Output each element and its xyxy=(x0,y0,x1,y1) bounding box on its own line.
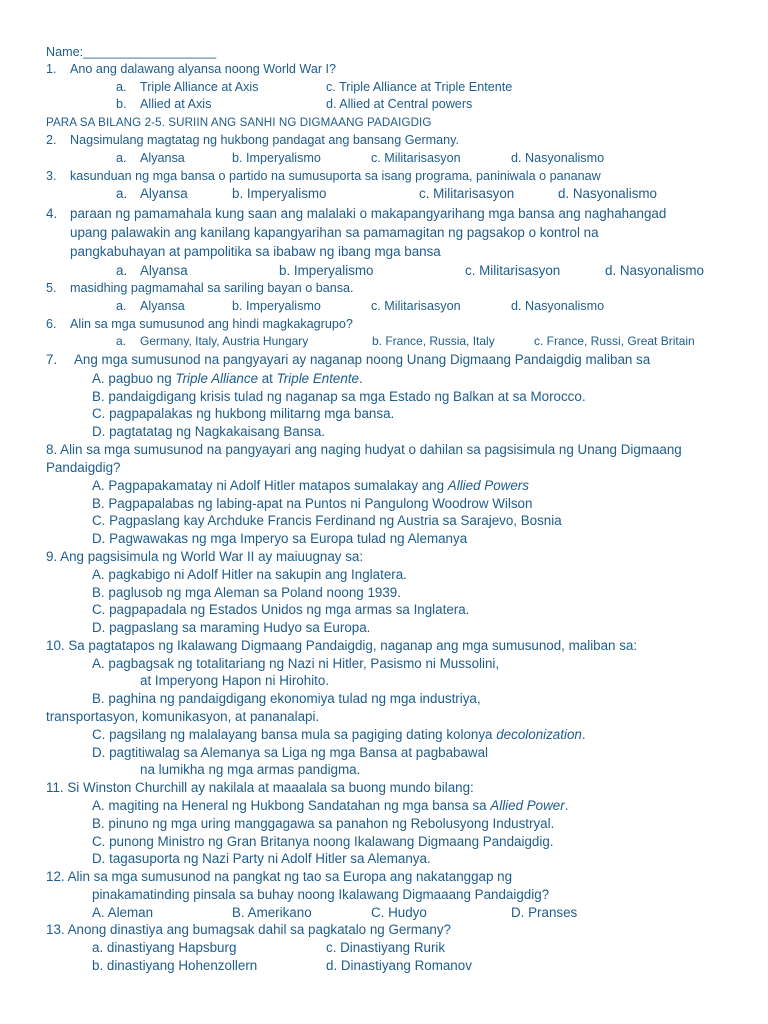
choice-b: Allied at Axis xyxy=(140,97,212,111)
question-number: 1. xyxy=(46,62,57,76)
choice-b: b. Imperyalismo xyxy=(232,299,321,313)
choice-a-letter: a. xyxy=(116,80,127,94)
choice-c: c. Dinastiyang Rurik xyxy=(326,940,446,955)
choice-c: c. Militarisasyon xyxy=(465,263,561,278)
q7-choice-c: C. pagpapalakas ng hukbong militarng mga bansa. xyxy=(92,406,395,421)
q9-choice-d: D. pagpaslang sa maraming Hudyo sa Europa. xyxy=(92,620,371,635)
question-text: Ang mga sumusunod na pangyayari ay naganap noong Unang Digmaang Pandaigdig maliban sa xyxy=(74,352,651,367)
choice-b: b. Imperyalismo xyxy=(279,263,374,278)
question-10: 10. Sa pagtatapos ng Ikalawang Digmaang Pandaigdig, naganap ang mga sumusunod, maliban sa: xyxy=(46,638,638,653)
choice-a-letter: a. xyxy=(116,334,127,348)
choice-italic: Allied Powers xyxy=(447,478,529,493)
q10-choice-a: A. pagbagsak ng totalitariang ng Nazi ni Hitler, Pasismo ni Mussolini, xyxy=(92,656,500,671)
q10-choice-b-line-2: transportasyon, komunikasyon, at pananalapi. xyxy=(46,709,320,724)
q11-choice-b: B. pinuno ng mga uring manggagawa sa panahon ng Rebolusyong Industryal. xyxy=(92,816,555,831)
choice-a-letter: a. xyxy=(116,151,127,165)
choice-a: Triple Alliance at Axis xyxy=(140,80,259,94)
question-12: 12. Alin sa mga sumusunod na pangkat ng tao sa Europa ang nakatanggap ng xyxy=(46,869,513,884)
choice-d: D. Pranses xyxy=(511,905,578,920)
choice-text: A. magiting na Heneral ng Hukbong Sandatahan ng mga bansa sa xyxy=(92,798,491,813)
question-13: 13. Anong dinastiya ang bumagsak dahil sa pagkatalo ng Germany? xyxy=(46,922,451,937)
choice-text: . xyxy=(564,798,569,813)
choice-italic: Triple Alliance xyxy=(175,371,259,386)
name-blank: ___________________ xyxy=(83,45,217,59)
q9-choice-a: A. pagkabigo ni Adolf Hitler na sakupin ang Inglatera. xyxy=(92,567,407,582)
q10-choice-c xyxy=(92,727,586,743)
choice-d: d. Allied at Central powers xyxy=(326,97,473,111)
choice-a: A. Aleman xyxy=(92,905,154,920)
question-text: masidhing pagmamahal sa sariling bayan o bansa. xyxy=(70,281,354,295)
choice-italic: Triple Entente xyxy=(276,371,359,386)
choice-b-letter: b. xyxy=(116,97,127,111)
q10-choice-b: B. paghina ng pandaigdigang ekonomiya tulad ng mga industriya, xyxy=(92,691,481,706)
choice-a: Alyansa xyxy=(140,151,185,165)
q8-choice-b: B. Pagpapalabas ng labing-apat na Puntos ni Pangulong Woodrow Wilson xyxy=(92,496,533,511)
choice-c: c. Triple Alliance at Triple Entente xyxy=(326,80,513,94)
q11-choice-a xyxy=(92,798,568,814)
q10-choice-d-line-2: na lumikha ng mga armas pandigma. xyxy=(140,762,361,777)
question-4-line-2: upang palawakin ang kanilang kapangyarihan sa pamamagitan ng pagsakop o kontrol na xyxy=(70,225,599,240)
choice-a: a. dinastiyang Hapsburg xyxy=(92,940,237,955)
q10-choice-a-line-2: at Imperyong Hapon ni Hirohito. xyxy=(140,673,330,688)
q8-choice-a xyxy=(92,478,529,494)
question-12-line-2: pinakamatinding pinsala sa buhay noong Ikalawang Digmaaang Pandaigdig? xyxy=(92,887,550,902)
question-8: 8. Alin sa mga sumusunod na pangyayari ang naging hudyat o dahilan sa pagsisimula ng Unang Digmaang xyxy=(46,442,682,457)
question-9: 9. Ang pagsisimula ng World War II ay maiuugnay sa: xyxy=(46,549,364,564)
question-number: 2. xyxy=(46,133,57,147)
choice-c: C. Hudyo xyxy=(371,905,427,920)
choice-text: A. Pagpapakamatay ni Adolf Hitler matapos sumalakay ang xyxy=(92,478,448,493)
choice-d: d. Nasyonalismo xyxy=(511,299,605,313)
choice-d: d. Nasyonalismo xyxy=(511,151,605,165)
question-number: 6. xyxy=(46,317,57,331)
q10-choice-d: D. pagtitiwalag sa Alemanya sa Liga ng mga Bansa at pagbabawal xyxy=(92,745,489,760)
choice-a: Alyansa xyxy=(140,186,188,201)
question-text: Nagsimulang magtatag ng hukbong pandagat ang bansang Germany. xyxy=(70,133,460,147)
q7-choice-b: B. pandaigdigang krisis tulad ng naganap sa mga Estado ng Balkan at sa Morocco. xyxy=(92,389,586,404)
q9-choice-c: C. pagpapadala ng Estados Unidos ng mga armas sa Inglatera. xyxy=(92,602,470,617)
question-8-line-2: Pandaigdig? xyxy=(46,460,121,475)
choice-a: Germany, Italy, Austria Hungary xyxy=(140,334,309,348)
choice-a: Alyansa xyxy=(140,263,188,278)
choice-c: c. France, Russi, Great Britain xyxy=(534,334,695,348)
choice-italic: decolonization xyxy=(496,727,582,742)
question-text: Alin sa mga sumusunod ang hindi magkakagrupo? xyxy=(70,317,353,331)
choice-text: A. pagbuo ng xyxy=(92,371,176,386)
choice-text: . xyxy=(359,371,363,386)
choice-b: b. Imperyalismo xyxy=(232,151,321,165)
question-number: 3. xyxy=(46,169,57,183)
choice-italic: Allied Power xyxy=(490,798,565,813)
question-text: Ano ang dalawang alyansa noong World War I? xyxy=(70,62,337,76)
name-label: Name: xyxy=(46,45,84,59)
question-11: 11. Si Winston Churchill ay nakilala at maaalala sa buong mundo bilang: xyxy=(46,780,474,795)
choice-c: c. Militarisasyon xyxy=(371,299,461,313)
question-text: kasunduan ng mga bansa o partido na sumusuporta sa isang programa, paniniwala o pananaw xyxy=(70,169,601,183)
q8-choice-c: C. Pagpaslang kay Archduke Francis Ferdinand ng Austria sa Sarajevo, Bosnia xyxy=(92,513,562,528)
choice-b: b. dinastiyang Hohenzollern xyxy=(92,958,258,973)
section-header: PARA SA BILANG 2-5. SURIIN ANG SANHI NG DIGMAANG PADAIGDIG xyxy=(46,116,432,129)
question-number: 5. xyxy=(46,281,57,295)
choice-b: B. Amerikano xyxy=(232,905,312,920)
choice-a-letter: a. xyxy=(116,263,128,278)
q9-choice-b: B. paglusob ng mga Aleman sa Poland noong 1939. xyxy=(92,585,401,600)
q11-choice-d: D. tagasuporta ng Nazi Party ni Adolf Hitler sa Alemanya. xyxy=(92,851,431,866)
choice-b: b. France, Russia, Italy xyxy=(372,334,495,348)
q8-choice-d: D. Pagwawakas ng mga Imperyo sa Europa tulad ng Alemanya xyxy=(92,531,468,546)
choice-a-letter: a. xyxy=(116,299,127,313)
choice-d: d. Nasyonalismo xyxy=(605,263,704,278)
question-number: 7. xyxy=(46,352,58,367)
choice-c: c. Militarisasyon xyxy=(371,151,461,165)
choice-d: d. Nasyonalismo xyxy=(558,186,657,201)
q7-choice-a xyxy=(92,371,363,387)
question-text: paraan ng pamamahala kung saan ang malalaki o makapangyarihang mga bansa ang naghahangad xyxy=(70,206,667,221)
choice-text: C. pagsilang ng malalayang bansa mula sa pagiging dating kolonya xyxy=(92,727,497,742)
question-number: 4. xyxy=(46,206,58,221)
choice-a: Alyansa xyxy=(140,299,185,313)
choice-b: b. Imperyalismo xyxy=(232,186,327,201)
question-4-line-3: pangkabuhayan at pampolitika sa ibabaw ng ibang mga bansa xyxy=(70,244,441,259)
choice-a-letter: a. xyxy=(116,186,128,201)
choice-text: at xyxy=(258,371,277,386)
choice-c: c. Militarisasyon xyxy=(419,186,515,201)
choice-d: d. Dinastiyang Romanov xyxy=(326,958,472,973)
q7-choice-d: D. pagtatatag ng Nagkakaisang Bansa. xyxy=(92,424,326,439)
name-field-line xyxy=(46,45,216,60)
q11-choice-c: C. punong Ministro ng Gran Britanya noong Ikalawang Digmaang Pandaigdig. xyxy=(92,834,554,849)
choice-text: . xyxy=(581,727,586,742)
